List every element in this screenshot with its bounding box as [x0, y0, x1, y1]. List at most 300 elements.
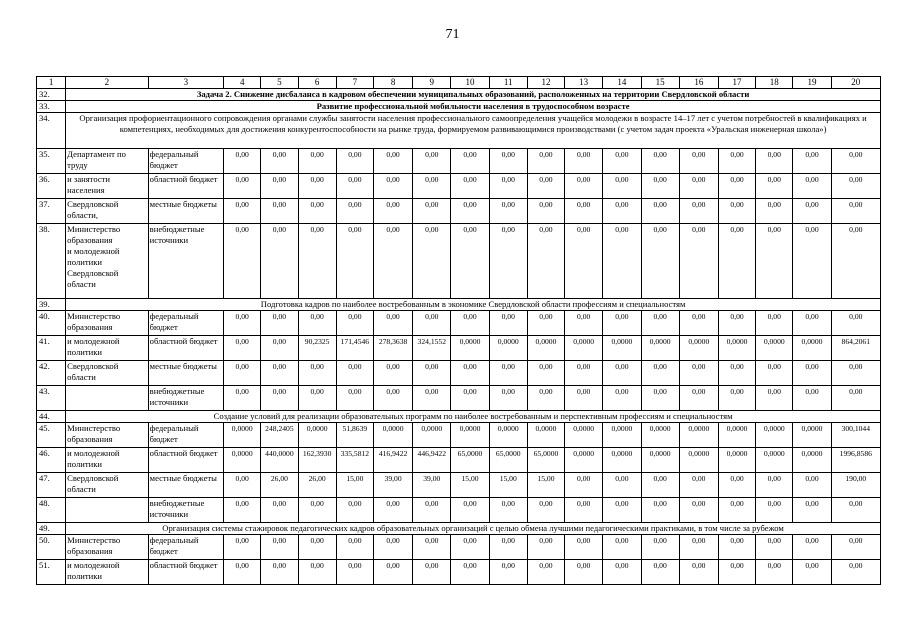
value-cell: 0,00 [336, 174, 373, 199]
value-cell: 0,00 [756, 560, 793, 585]
value-cell: 0,00 [413, 224, 451, 299]
table-row [37, 560, 881, 585]
value-cell: 0,0000 [641, 423, 679, 448]
value-cell: 39,00 [413, 473, 451, 498]
value-cell: 0,00 [298, 311, 336, 336]
org-line: и молодежной [67, 560, 120, 570]
header-row [37, 77, 881, 89]
value-cell: 0,00 [336, 311, 373, 336]
value-cell: 0,00 [756, 473, 793, 498]
value-cell: 0,00 [831, 199, 880, 224]
section-row [37, 523, 881, 535]
row-number: 33. [37, 101, 66, 113]
row-number: 44. [37, 411, 66, 423]
column-header: 8 [373, 77, 412, 89]
row-number: 34. [37, 113, 66, 149]
value-cell: 0,00 [793, 498, 831, 523]
value-cell: 0,00 [603, 224, 641, 299]
value-cell: 446,9422 [413, 448, 451, 473]
value-cell: 0,00 [565, 311, 603, 336]
value-cell: 0,00 [298, 149, 336, 174]
value-cell: 0,00 [603, 361, 641, 386]
value-cell: 0,00 [793, 386, 831, 411]
funding-source: местные бюджеты [148, 199, 223, 224]
value-cell: 0,00 [451, 361, 489, 386]
value-cell: 0,00 [679, 386, 718, 411]
responsible-org [66, 224, 148, 299]
value-cell: 0,00 [527, 498, 564, 523]
value-cell: 0,00 [603, 199, 641, 224]
column-header: 2 [66, 77, 148, 89]
value-cell: 0,00 [336, 535, 373, 560]
value-cell: 51,8639 [336, 423, 373, 448]
value-cell: 0,0000 [679, 448, 718, 473]
value-cell: 0,00 [831, 149, 880, 174]
column-header: 4 [224, 77, 261, 89]
budget-table [36, 76, 881, 585]
org-line: Министерство [67, 311, 121, 321]
org-line: образования [67, 546, 113, 556]
funding-source: внебюджетные источники [148, 498, 223, 523]
column-header: 1 [37, 77, 66, 89]
value-cell: 0,0000 [793, 423, 831, 448]
value-cell: 0,00 [413, 199, 451, 224]
org-line: политики [67, 347, 102, 357]
value-cell: 0,0000 [718, 448, 755, 473]
value-cell: 0,00 [261, 386, 298, 411]
value-cell: 0,00 [413, 361, 451, 386]
row-number: 46. [37, 448, 66, 473]
value-cell: 300,1044 [831, 423, 880, 448]
value-cell: 0,00 [261, 224, 298, 299]
value-cell: 0,0000 [756, 448, 793, 473]
value-cell: 0,00 [565, 498, 603, 523]
row-number: 42. [37, 361, 66, 386]
value-cell: 0,00 [756, 149, 793, 174]
value-cell: 0,00 [336, 199, 373, 224]
funding-source: федеральный бюджет [148, 311, 223, 336]
value-cell: 26,00 [298, 473, 336, 498]
value-cell: 0,0000 [373, 423, 412, 448]
value-cell: 0,0000 [679, 423, 718, 448]
value-cell: 0,00 [336, 224, 373, 299]
value-cell: 0,00 [718, 149, 755, 174]
value-cell: 324,1552 [413, 336, 451, 361]
value-cell: 0,00 [679, 311, 718, 336]
value-cell: 0,0000 [451, 336, 489, 361]
value-cell: 0,00 [831, 535, 880, 560]
value-cell: 0,00 [679, 224, 718, 299]
row-number: 39. [37, 299, 66, 311]
value-cell: 0,00 [489, 386, 527, 411]
value-cell: 0,00 [831, 174, 880, 199]
row-number: 43. [37, 386, 66, 411]
value-cell: 0,0000 [718, 423, 755, 448]
responsible-org [66, 473, 148, 498]
value-cell: 0,00 [756, 361, 793, 386]
value-cell: 0,00 [413, 498, 451, 523]
row-number: 36. [37, 174, 66, 199]
value-cell: 0,00 [373, 361, 412, 386]
responsible-org [66, 311, 148, 336]
table-row [37, 174, 881, 199]
value-cell: 0,0000 [565, 423, 603, 448]
value-cell: 0,00 [224, 224, 261, 299]
value-cell: 0,0000 [718, 336, 755, 361]
value-cell: 162,3930 [298, 448, 336, 473]
funding-source: областной бюджет [148, 336, 223, 361]
funding-source: внебюджетные источники [148, 224, 223, 299]
responsible-org [66, 149, 148, 174]
value-cell: 0,00 [336, 560, 373, 585]
funding-source: внебюджетные источники [148, 386, 223, 411]
section-title: Организация профориентационного сопровождения органами службы занятости населения профессионального самоопределения учащейся молодежи в возрасте 14–17 лет с учетом потребностей в квалификациях и компетенциях, необходимых для достижения конкурентоспособности на рынке труда, формируемом развивающимися производствами (с учетом задач проекта «Уральская инженерная школа») [66, 113, 881, 149]
value-cell: 0,00 [261, 498, 298, 523]
column-header: 10 [451, 77, 489, 89]
org-line: населения [67, 185, 105, 195]
value-cell: 0,0000 [756, 336, 793, 361]
column-header: 15 [641, 77, 679, 89]
value-cell: 0,00 [565, 473, 603, 498]
value-cell: 0,0000 [527, 423, 564, 448]
section-title: Подготовка кадров по наиболее востребованным в экономике Свердловской области профессиям и специальностям [66, 299, 881, 311]
value-cell: 0,00 [527, 386, 564, 411]
table-row [37, 423, 881, 448]
value-cell: 0,00 [489, 311, 527, 336]
table-row [37, 361, 881, 386]
org-line: образования [67, 235, 113, 245]
org-line: образования [67, 434, 113, 444]
row-number: 51. [37, 560, 66, 585]
value-cell: 0,00 [413, 149, 451, 174]
row-number: 50. [37, 535, 66, 560]
value-cell: 0,00 [793, 149, 831, 174]
row-number: 48. [37, 498, 66, 523]
value-cell: 0,00 [718, 224, 755, 299]
table-row [37, 336, 881, 361]
row-number: 38. [37, 224, 66, 299]
section-title: Развитие профессиональной мобильности населения в трудоспособном возрасте [66, 101, 881, 113]
value-cell: 0,00 [224, 149, 261, 174]
org-line: и молодежной [67, 336, 120, 346]
value-cell: 0,00 [261, 361, 298, 386]
value-cell: 335,5812 [336, 448, 373, 473]
value-cell: 0,00 [224, 473, 261, 498]
column-header: 3 [148, 77, 223, 89]
value-cell: 0,00 [679, 498, 718, 523]
responsible-org [66, 498, 148, 523]
column-header: 17 [718, 77, 755, 89]
value-cell: 0,00 [831, 361, 880, 386]
value-cell: 0,00 [489, 498, 527, 523]
column-header: 7 [336, 77, 373, 89]
value-cell: 0,00 [373, 224, 412, 299]
org-line: и занятости [67, 174, 111, 184]
value-cell: 190,00 [831, 473, 880, 498]
value-cell: 0,00 [641, 311, 679, 336]
value-cell: 0,00 [718, 199, 755, 224]
value-cell: 0,00 [679, 149, 718, 174]
value-cell: 0,00 [679, 535, 718, 560]
value-cell: 0,0000 [641, 336, 679, 361]
value-cell: 0,00 [451, 311, 489, 336]
row-number: 49. [37, 523, 66, 535]
value-cell: 440,0000 [261, 448, 298, 473]
table-row [37, 535, 881, 560]
org-line: Министерство [67, 535, 121, 545]
funding-source: федеральный бюджет [148, 423, 223, 448]
value-cell: 0,00 [413, 535, 451, 560]
value-cell: 0,00 [831, 498, 880, 523]
value-cell: 0,00 [373, 498, 412, 523]
value-cell: 0,00 [565, 361, 603, 386]
funding-source: областной бюджет [148, 174, 223, 199]
table-row [37, 311, 881, 336]
value-cell: 0,00 [261, 560, 298, 585]
funding-source: областной бюджет [148, 560, 223, 585]
value-cell: 0,00 [451, 224, 489, 299]
value-cell: 0,00 [565, 174, 603, 199]
value-cell: 0,00 [641, 199, 679, 224]
funding-source: федеральный бюджет [148, 535, 223, 560]
org-line: Свердловской [67, 199, 119, 209]
value-cell: 0,00 [451, 174, 489, 199]
value-cell: 0,00 [793, 361, 831, 386]
value-cell: 0,00 [413, 386, 451, 411]
value-cell: 0,00 [718, 535, 755, 560]
value-cell: 0,00 [224, 174, 261, 199]
value-cell: 0,00 [603, 311, 641, 336]
value-cell: 0,00 [793, 473, 831, 498]
value-cell: 0,00 [298, 560, 336, 585]
column-header: 16 [679, 77, 718, 89]
value-cell: 0,00 [298, 224, 336, 299]
value-cell: 0,00 [565, 386, 603, 411]
value-cell: 0,00 [756, 386, 793, 411]
value-cell: 0,00 [451, 386, 489, 411]
org-line: Департамент по [67, 149, 126, 159]
value-cell: 0,00 [718, 473, 755, 498]
column-header: 11 [489, 77, 527, 89]
value-cell: 0,0000 [413, 423, 451, 448]
value-cell: 0,00 [298, 174, 336, 199]
value-cell: 0,00 [603, 473, 641, 498]
value-cell: 0,00 [756, 311, 793, 336]
org-line: Свердловской [67, 473, 119, 483]
value-cell: 15,00 [336, 473, 373, 498]
responsible-org [66, 174, 148, 199]
section-title: Создание условий для реализации образовательных программ по наиболее востребованным и перспективным профессиям и специальностям [66, 411, 881, 423]
page-number: 71 [445, 27, 460, 42]
row-number: 37. [37, 199, 66, 224]
value-cell: 0,00 [831, 386, 880, 411]
value-cell: 0,00 [793, 311, 831, 336]
value-cell: 0,00 [718, 311, 755, 336]
value-cell: 15,00 [527, 473, 564, 498]
table-row [37, 386, 881, 411]
value-cell: 0,0000 [603, 448, 641, 473]
funding-source: федеральный бюджет [148, 149, 223, 174]
column-header: 20 [831, 77, 880, 89]
responsible-org [66, 199, 148, 224]
responsible-org [66, 535, 148, 560]
org-line: Свердловской [67, 268, 119, 278]
section-row [37, 101, 881, 113]
value-cell: 0,00 [641, 535, 679, 560]
value-cell: 0,00 [718, 498, 755, 523]
org-line: Министерство [67, 423, 121, 433]
responsible-org [66, 336, 148, 361]
column-header: 6 [298, 77, 336, 89]
value-cell: 0,00 [718, 560, 755, 585]
value-cell: 0,00 [641, 498, 679, 523]
row-number: 47. [37, 473, 66, 498]
org-line: труду [67, 160, 88, 170]
value-cell: 0,00 [603, 498, 641, 523]
value-cell: 0,00 [679, 199, 718, 224]
value-cell: 0,00 [489, 535, 527, 560]
value-cell: 0,00 [793, 560, 831, 585]
value-cell: 0,00 [224, 498, 261, 523]
value-cell: 0,00 [565, 535, 603, 560]
value-cell: 0,0000 [603, 336, 641, 361]
value-cell: 0,00 [527, 199, 564, 224]
org-line: политики [67, 571, 102, 581]
value-cell: 0,00 [489, 361, 527, 386]
value-cell: 0,00 [641, 560, 679, 585]
row-number: 40. [37, 311, 66, 336]
org-line: Свердловской [67, 361, 119, 371]
value-cell: 0,00 [336, 361, 373, 386]
value-cell: 0,00 [489, 560, 527, 585]
table-row [37, 473, 881, 498]
value-cell: 248,2405 [261, 423, 298, 448]
responsible-org [66, 448, 148, 473]
value-cell: 0,00 [603, 149, 641, 174]
value-cell: 0,00 [641, 174, 679, 199]
value-cell: 864,2061 [831, 336, 880, 361]
value-cell: 0,00 [298, 386, 336, 411]
value-cell: 416,9422 [373, 448, 412, 473]
value-cell: 0,00 [641, 224, 679, 299]
value-cell: 0,00 [298, 361, 336, 386]
funding-source: местные бюджеты [148, 473, 223, 498]
value-cell: 0,00 [261, 174, 298, 199]
value-cell: 0,00 [679, 361, 718, 386]
section-title: Задача 2. Снижение дисбаланса в кадровом обеспечении муниципальных образований, расположенных на территории Свердловской области [66, 89, 881, 101]
value-cell: 0,00 [373, 149, 412, 174]
value-cell: 0,0000 [565, 448, 603, 473]
value-cell: 0,00 [603, 174, 641, 199]
value-cell: 0,00 [336, 386, 373, 411]
value-cell: 26,00 [261, 473, 298, 498]
table-row [37, 498, 881, 523]
value-cell: 0,00 [261, 336, 298, 361]
value-cell: 0,00 [718, 386, 755, 411]
value-cell: 0,00 [565, 149, 603, 174]
value-cell: 171,4546 [336, 336, 373, 361]
value-cell: 0,00 [527, 560, 564, 585]
value-cell: 0,00 [298, 199, 336, 224]
org-line: политики [67, 459, 102, 469]
org-line: области [67, 279, 96, 289]
value-cell: 0,00 [565, 560, 603, 585]
value-cell: 0,00 [756, 174, 793, 199]
value-cell: 0,0000 [603, 423, 641, 448]
value-cell: 0,00 [831, 311, 880, 336]
value-cell: 0,00 [489, 224, 527, 299]
responsible-org [66, 386, 148, 411]
value-cell: 0,0000 [527, 336, 564, 361]
value-cell: 0,00 [756, 224, 793, 299]
value-cell: 0,0000 [793, 448, 831, 473]
table-row [37, 448, 881, 473]
value-cell: 0,00 [373, 199, 412, 224]
value-cell: 0,00 [413, 174, 451, 199]
value-cell: 0,00 [224, 311, 261, 336]
value-cell: 0,00 [373, 535, 412, 560]
section-title: Организация системы стажировок педагогических кадров образовательных организаций с целью обмена лучшими педагогическими практиками, в том числе за рубежом [66, 523, 881, 535]
org-line: образования [67, 322, 113, 332]
column-header: 5 [261, 77, 298, 89]
value-cell: 0,00 [527, 311, 564, 336]
responsible-org [66, 560, 148, 585]
table-body [37, 77, 881, 585]
value-cell: 0,0000 [679, 336, 718, 361]
value-cell: 0,00 [527, 535, 564, 560]
value-cell: 0,00 [756, 199, 793, 224]
value-cell: 0,00 [527, 361, 564, 386]
value-cell: 0,00 [489, 149, 527, 174]
value-cell: 0,00 [451, 498, 489, 523]
value-cell: 0,00 [413, 311, 451, 336]
value-cell: 0,00 [679, 473, 718, 498]
value-cell: 0,00 [565, 199, 603, 224]
table-row [37, 224, 881, 299]
value-cell: 0,00 [527, 174, 564, 199]
value-cell: 0,0000 [224, 423, 261, 448]
value-cell: 0,00 [756, 498, 793, 523]
value-cell: 0,00 [793, 199, 831, 224]
value-cell: 0,00 [527, 224, 564, 299]
value-cell: 0,00 [261, 311, 298, 336]
funding-source: местные бюджеты [148, 361, 223, 386]
value-cell: 0,00 [679, 174, 718, 199]
responsible-org [66, 423, 148, 448]
org-line: области, [67, 210, 99, 220]
value-cell: 0,00 [679, 560, 718, 585]
org-line: Министерство [67, 224, 121, 234]
section-row [37, 411, 881, 423]
value-cell: 0,00 [756, 535, 793, 560]
value-cell: 0,0000 [298, 423, 336, 448]
value-cell: 15,00 [451, 473, 489, 498]
value-cell: 0,00 [373, 174, 412, 199]
section-row [37, 113, 881, 149]
column-header: 14 [603, 77, 641, 89]
value-cell: 0,00 [451, 199, 489, 224]
value-cell: 0,00 [224, 336, 261, 361]
value-cell: 0,0000 [224, 448, 261, 473]
column-header: 18 [756, 77, 793, 89]
value-cell: 0,00 [641, 386, 679, 411]
responsible-org [66, 361, 148, 386]
value-cell: 0,00 [451, 560, 489, 585]
value-cell: 0,00 [298, 498, 336, 523]
org-line: области [67, 484, 96, 494]
value-cell: 0,0000 [793, 336, 831, 361]
org-line: и молодежной [67, 246, 120, 256]
